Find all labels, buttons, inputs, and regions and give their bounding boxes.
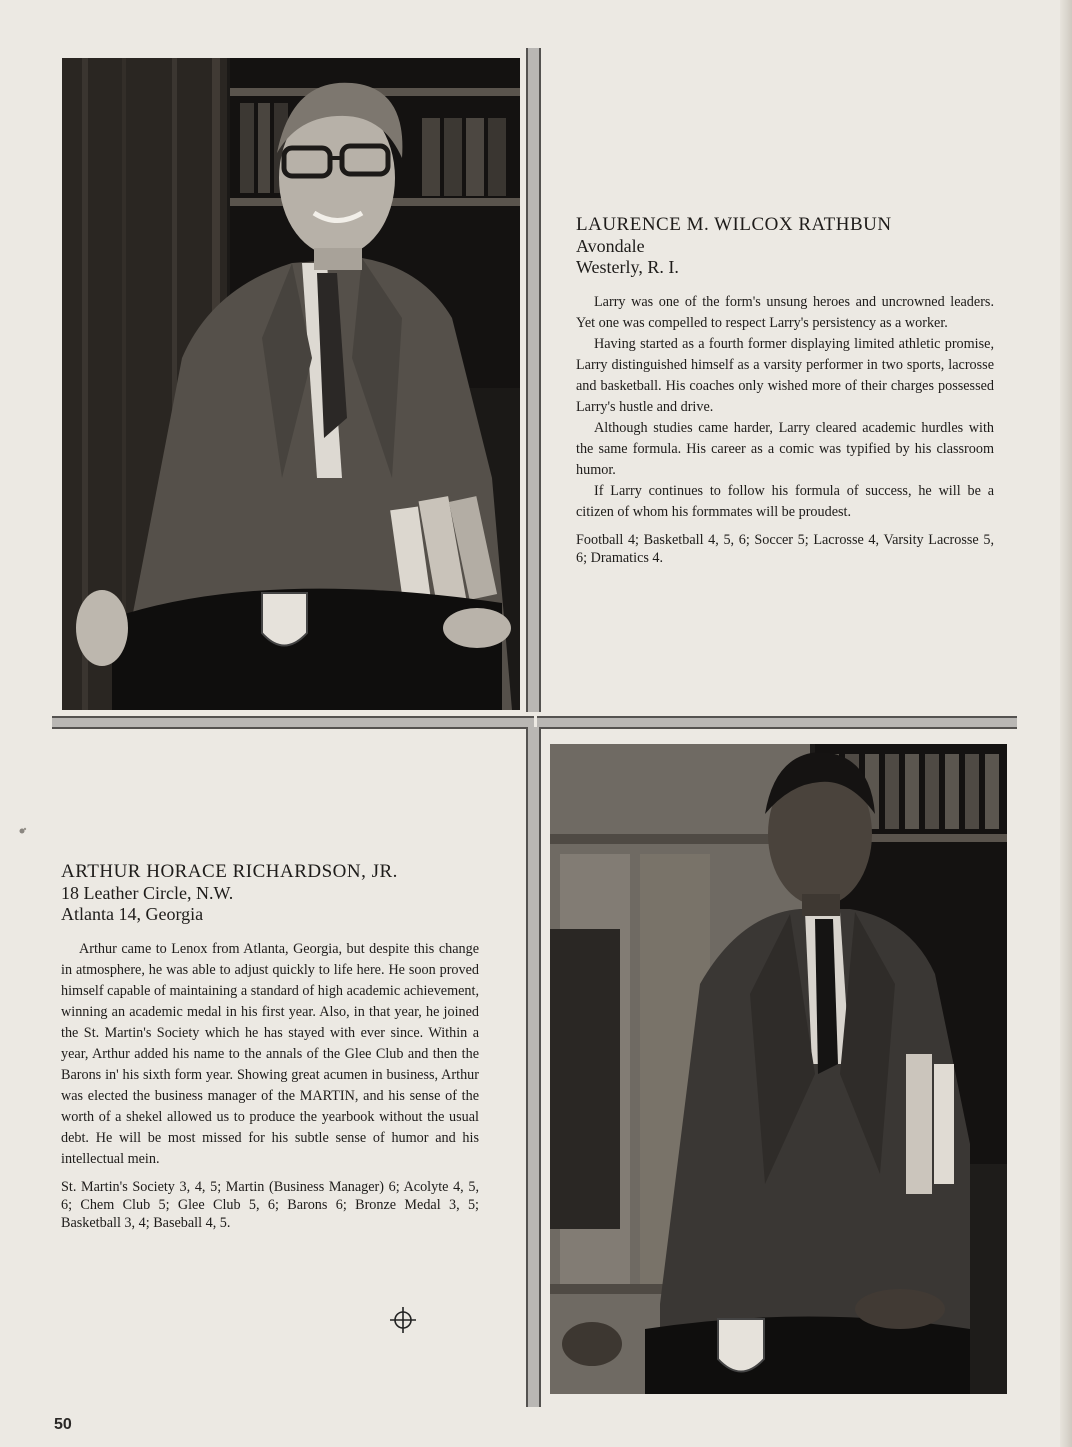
portrait-photo-richardson <box>550 744 1007 1394</box>
portrait-photo-rathbun <box>62 58 520 710</box>
crosshair-icon <box>389 1306 417 1334</box>
portrait-illustration-richardson <box>550 744 1007 1394</box>
address-line2-richardson: Atlanta 14, Georgia <box>61 904 204 924</box>
address-line2-rathbun: Westerly, R. I. <box>576 257 679 277</box>
page-number: 50 <box>54 1416 72 1433</box>
bio-paragraph: Having started as a fourth former displaying limited athletic promise, Larry distinguished himself as a varsity performer in two sports, lacrosse and basketball. His coaches only wished more of their charges possessed Larry's hustle and drive. <box>576 336 994 415</box>
bio-paragraph: If Larry continues to follow his formula of success, he will be a citizen of whom his formmates will be proudest. <box>576 483 994 520</box>
divider-horizontal-right <box>537 716 1017 729</box>
bio-paragraph: Arthur came to Lenox from Atlanta, Georgia, but despite this change in atmosphere, he was able to adjust quickly to life here. He soon proved himself capable of maintaining a standard of high academic achievement, winning an academic medal in his first year. Also, in that year, he joined the St. Martin's Society which he has stayed with ever since. Within a year, Arthur added his name to the annals of the Glee Club and then the Barons in' his sixth form year. Showing great acumen in business, Arthur was elected the business manager of the MARTIN, and his sense of the worth of a shekel allowed us to produce the yearbook without the usual debt. He will be most missed for his subtle sense of humor and his intellectual mein. <box>61 941 479 1167</box>
divider-vertical-bottom <box>526 727 541 1407</box>
paper-speck <box>18 826 28 836</box>
page-edge <box>1060 0 1072 1447</box>
activities-richardson: St. Martin's Society 3, 4, 5; Martin (Business Manager) 6; Acolyte 4, 5, 6; Chem Club 5; Glee Club 5, 6; Barons 6; Bronze Medal 3, 5; Basketball 3, 4; Baseball 4, 5. <box>61 1179 479 1231</box>
address-line1-rathbun: Avondale <box>576 236 645 256</box>
bio-paragraph: Although studies came harder, Larry cleared academic hurdles with the same formula. His career as a comic was typified by his classroom humor. <box>576 420 994 478</box>
activities-rathbun: Football 4; Basketball 4, 5, 6; Soccer 5; Lacrosse 4, Varsity Lacrosse 5, 6; Dramatics 4. <box>576 532 994 566</box>
address-block-richardson <box>61 861 479 925</box>
bio-rathbun <box>576 214 994 567</box>
bio-paragraph: Larry was one of the form's unsung heroes and uncrowned leaders. Yet one was compelled to respect Larry's persistency as a worker. <box>576 294 994 331</box>
student-name-rathbun: LAURENCE M. WILCOX RATHBUN <box>576 214 892 235</box>
bio-richardson <box>61 861 479 1232</box>
student-name-richardson: ARTHUR HORACE RICHARDSON, JR. <box>61 861 398 882</box>
address-block-rathbun <box>576 214 994 278</box>
divider-horizontal-left <box>52 716 534 729</box>
address-line1-richardson: 18 Leather Circle, N.W. <box>61 883 234 903</box>
divider-vertical-top <box>526 48 541 712</box>
portrait-illustration-rathbun <box>62 58 520 710</box>
